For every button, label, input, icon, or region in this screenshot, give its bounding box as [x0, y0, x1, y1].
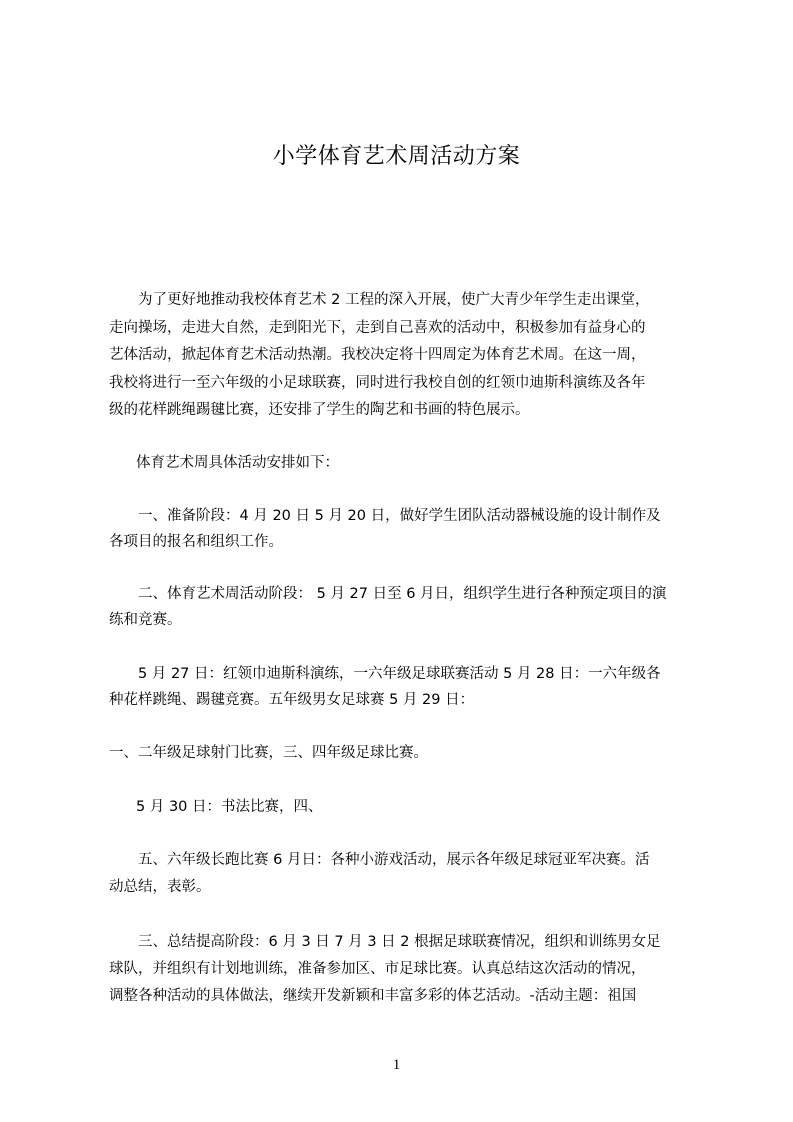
paragraph-line: 5 月 30 日：书法比赛，四、 [136, 799, 323, 815]
paragraph-line: 我校将进行一至六年级的小足球联赛，同时进行我校自创的红领巾迪斯科演练及各年 [109, 375, 646, 391]
paragraph-line: 走向操场，走进大自然，走到阳光下，走到自己喜欢的活动中，积极参加有益身心的 [109, 320, 646, 336]
paragraph-line: 二、体育艺术周活动阶段： 5 月 27 日至 6 月日，组织学生进行各种预定项目的演 [138, 586, 667, 602]
page-number: 1 [392, 1057, 401, 1073]
paragraph-line: 调整各种活动的具体做法，继续开发新颖和丰富多彩的体艺活动。-活动主题：祖国 [109, 988, 637, 1004]
paragraph-line: 动总结，表彰。 [109, 879, 211, 895]
paragraph-line: 为了更好地推动我校体育艺术 2 工程的深入开展，使广大青少年学生走出课堂， [138, 292, 650, 308]
paragraph-line: 5 月 27 日：红领巾迪斯科演练，一六年级足球联赛活动 5 月 28 日：一六年级各 [138, 666, 661, 682]
section-heading: 体育艺术周具体活动安排如下： [136, 455, 339, 471]
paragraph-line: 五、六年级长跑比赛 6 月日：各种小游戏活动，展示各年级足球冠亚军决赛。活 [138, 852, 650, 868]
paragraph-line: 练和竞赛。 [109, 612, 182, 628]
paragraph-line: 各项目的报名和组织工作。 [109, 534, 283, 550]
paragraph-line: 一、准备阶段：4 月 20 日 5 月 20 日，做好学生团队活动器械设施的设计制作及 [138, 508, 661, 524]
paragraph-line: 一、二年级足球射门比赛，三、四年级足球比赛。 [109, 745, 428, 761]
paragraph-line: 种花样跳绳、踢毽竞赛。五年级男女足球赛 5 月 29 日： [109, 692, 475, 708]
paragraph-line: 球队，并组织有计划地训练，准备参加区、市足球比赛。认真总结这次活动的情况， [109, 961, 646, 977]
paragraph-line: 级的花样跳绳踢毽比赛，还安排了学生的陶艺和书画的特色展示。 [109, 402, 530, 418]
paragraph-line: 三、总结提高阶段：6 月 3 日 7 月 3 日 2 根据足球联赛情况，组织和训练男女足 [138, 934, 661, 950]
paragraph-line: 艺体活动，掀起体育艺术活动热潮。我校决定将十四周定为体育艺术周。在这一周， [109, 347, 646, 363]
document-title: 小学体育艺术周活动方案 [272, 144, 521, 169]
